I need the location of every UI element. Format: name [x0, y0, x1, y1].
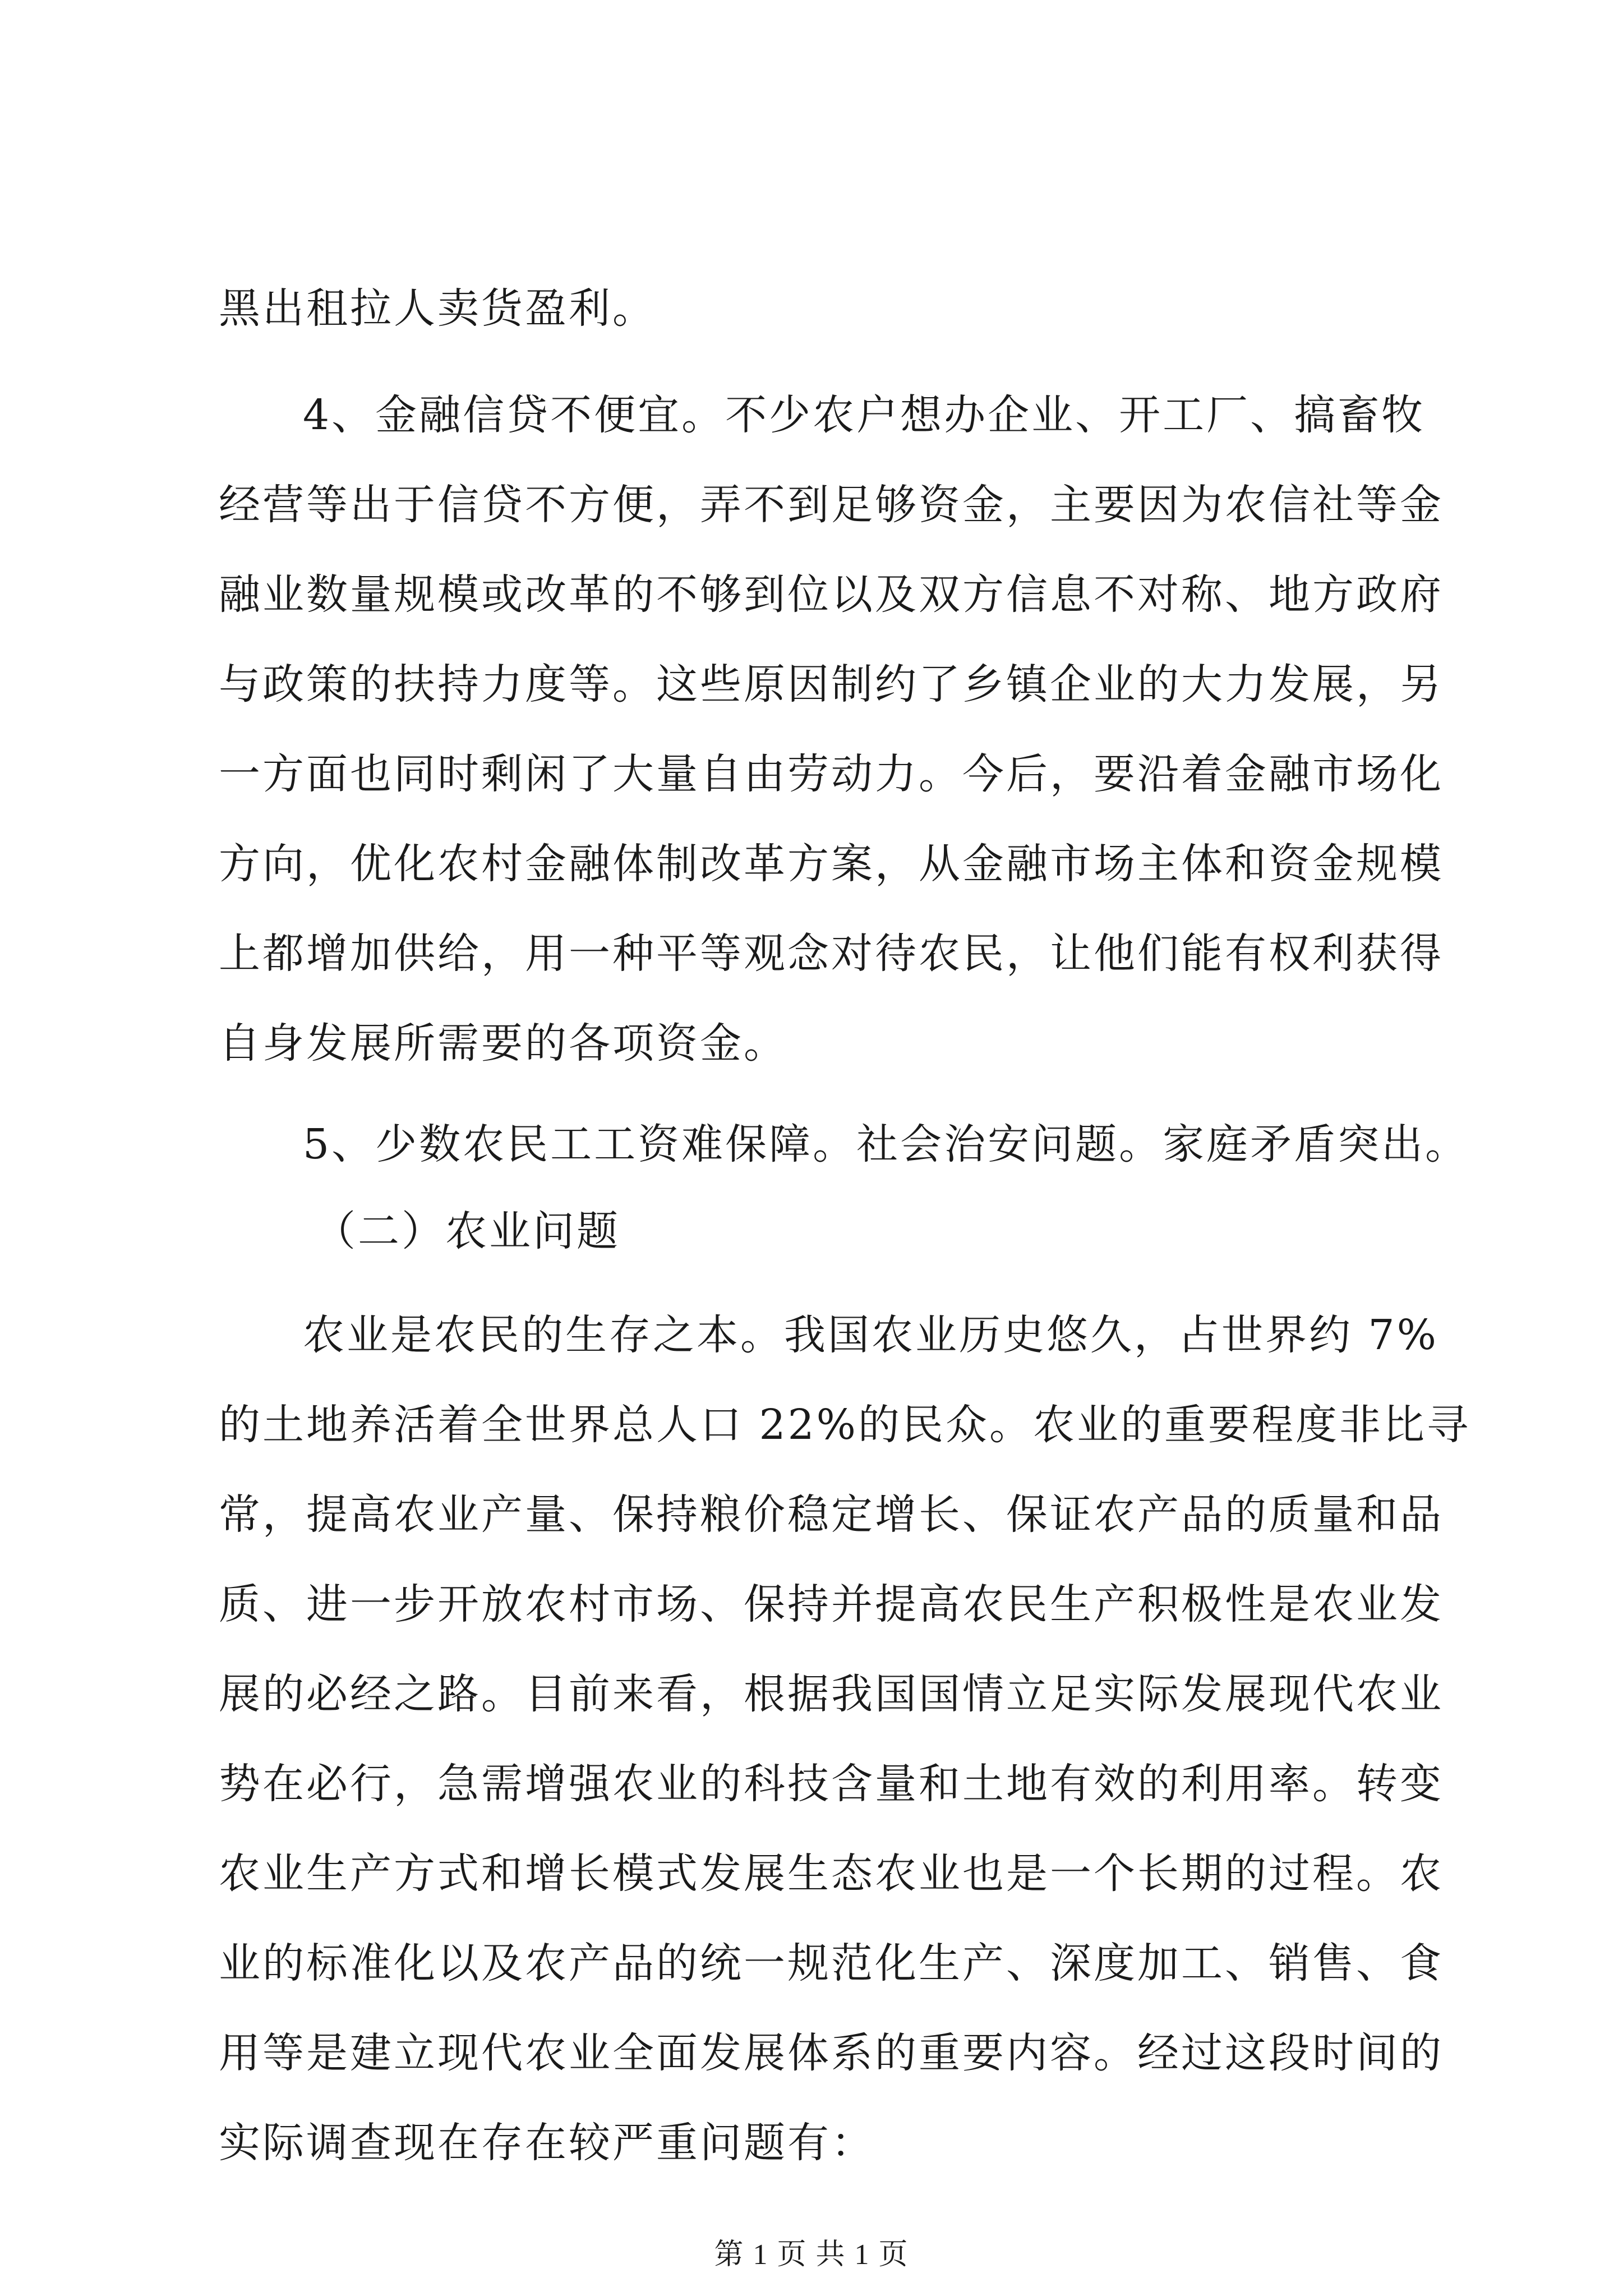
- text-line: 质、进一步开放农村市场、保持并提高农民生产积极性是农业发: [219, 1580, 1444, 1628]
- text-line: 常，提高农业产量、保持粮价稳定增长、保证农产品的质量和品: [219, 1490, 1444, 1539]
- text-line: 自身发展所需要的各项资金。: [219, 1019, 787, 1068]
- text-line: 与政策的扶持力度等。这些原因制约了乡镇企业的大力发展，另: [219, 660, 1444, 708]
- text-line: 融业数量规模或改革的不够到位以及双方信息不对称、地方政府: [219, 570, 1444, 619]
- text-line: 实际调查现在存在较严重问题有：: [219, 2119, 875, 2167]
- text-line: 经营等出于信贷不方便，弄不到足够资金，主要因为农信社等金: [219, 481, 1444, 529]
- text-line: 方向，优化农村金融体制改革方案，从金融市场主体和资金规模: [219, 840, 1444, 888]
- section-heading: （二）农业问题: [314, 1207, 620, 1255]
- text-line: 一方面也同时剩闲了大量自由劳动力。今后，要沿着金融市场化: [219, 750, 1444, 798]
- text-line: 5、少数农民工工资难保障。社会治安问题。家庭矛盾突出。: [303, 1120, 1469, 1168]
- text-line: 展的必经之路。目前来看，根据我国国情立足实际发展现代农业: [219, 1670, 1444, 1718]
- text-line: 用等是建立现代农业全面发展体系的重要内容。经过这段时间的: [219, 2029, 1444, 2077]
- text-line: 黑出租拉人卖货盈利。: [219, 284, 656, 333]
- page-footer: 第 1 页 共 1 页: [714, 2239, 909, 2271]
- text-line: 农业是农民的生存之本。我国农业历史悠久，占世界约 7%: [303, 1311, 1438, 1359]
- text-line: 业的标准化以及农产品的统一规范化生产、深度加工、销售、食: [219, 1939, 1444, 1987]
- text-line: 势在必行，急需增强农业的科技含量和土地有效的利用率。转变: [219, 1760, 1444, 1808]
- text-line: 上都增加供给，用一种平等观念对待农民，让他们能有权利获得: [219, 930, 1444, 978]
- text-line: 4、金融信贷不便宜。不少农户想办企业、开工厂、搞畜牧: [303, 391, 1426, 439]
- text-line: 农业生产方式和增长模式发展生态农业也是一个长期的过程。农: [219, 1849, 1444, 1898]
- text-line: 的土地养活着全世界总人口 22%的民众。农业的重要程度非比寻: [219, 1401, 1470, 1449]
